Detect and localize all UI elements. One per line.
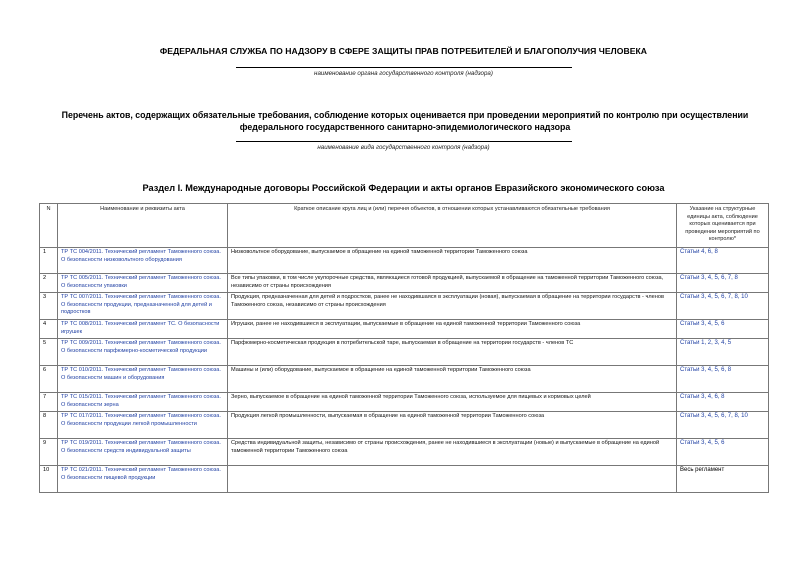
table-row <box>40 339 769 366</box>
articles-link[interactable]: Статьи 3, 4, 5, 6 <box>680 440 725 446</box>
agency-caption: наименование органа государственного контроля (надзора) <box>314 70 493 77</box>
table-row <box>40 320 769 339</box>
column-header-act: Наименование и реквизиты акта <box>58 204 228 248</box>
articles-link[interactable]: Статьи 4, 6, 8 <box>680 249 718 255</box>
section-title: Раздел I. Международные договоры Российской Федерации и акты органов Евразийского экономического союза <box>142 183 665 193</box>
act-link[interactable]: ТР ТС 017/2011. Технический регламент Таможенного союза. О безопасности продукции легкой промышленности <box>61 413 221 427</box>
row-number: 10 <box>40 466 58 493</box>
table-row <box>40 439 769 466</box>
act-link[interactable]: ТР ТС 009/2011. Технический регламент Таможенного союза. О безопасности парфюмерно-косметической продукции <box>61 340 221 354</box>
articles-link[interactable]: Статьи 3, 4, 6, 8 <box>680 394 725 400</box>
table-row <box>40 366 769 393</box>
row-description: Продукция, предназначенная для детей и подростков, ранее не находившаяся в эксплуатации (новая), выпускаемая в обращение на территории государств - членов Таможенного союза, независимо от страны происхождения <box>228 293 677 320</box>
act-link[interactable]: ТР ТС 005/2011. Технический регламент Таможенного союза. О безопасности упаковки <box>61 275 221 289</box>
table-header-row <box>40 204 769 248</box>
table-row <box>40 412 769 439</box>
table-row <box>40 466 769 493</box>
table-row <box>40 393 769 412</box>
table-row <box>40 248 769 274</box>
column-header-req: Указание на структурные единицы акта, соблюдение которых оценивается при проведении мероприятий по контролю* <box>677 204 769 248</box>
row-number: 3 <box>40 293 58 320</box>
agency-underline <box>236 67 572 68</box>
articles-text: Весь регламент <box>680 467 725 473</box>
articles-link[interactable]: Статьи 3, 4, 5, 6, 8 <box>680 367 732 373</box>
row-description: Низковольтное оборудование, выпускаемое в обращение на единой таможенной территории Таможенного союза <box>228 248 677 274</box>
row-description <box>228 466 677 493</box>
row-description: Парфюмерно-косметическая продукция в потребительской таре, выпускаемая в обращение на территории государств - членов ТС <box>228 339 677 366</box>
row-description: Машины и (или) оборудование, выпускаемое в обращение на единой таможенной территории Таможенного союза <box>228 366 677 393</box>
articles-link[interactable]: Статьи 1, 2, 3, 4, 5 <box>680 340 732 346</box>
row-number: 2 <box>40 274 58 293</box>
articles-link[interactable]: Статьи 3, 4, 5, 6, 7, 8 <box>680 275 738 281</box>
column-header-desc: Краткое описание круга лиц и (или) перечня объектов, в отношении которых устанавливаются обязательные требования <box>228 204 677 248</box>
table-row <box>40 274 769 293</box>
row-description: Зерно, выпускаемое в обращение на единой таможенной территории Таможенного союза, используемое для пищевых и кормовых целей <box>228 393 677 412</box>
row-number: 5 <box>40 339 58 366</box>
act-link[interactable]: ТР ТС 019/2011. Технический регламент Таможенного союза. О безопасности средств индивидуальной защиты <box>61 440 221 454</box>
act-link[interactable]: ТР ТС 008/2011. Технический регламент ТС. О безопасности игрушек <box>61 321 220 335</box>
row-description: Все типы упаковки, в том числе укупорочные средства, являющиеся готовой продукцией, выпускаемой в обращение на таможенной территории Таможенного союза, независимо от страны происхождения <box>228 274 677 293</box>
row-number: 9 <box>40 439 58 466</box>
act-link[interactable]: ТР ТС 021/2011. Технический регламент Таможенного союза. О безопасности пищевой продукции <box>61 467 221 481</box>
articles-link[interactable]: Статьи 3, 4, 5, 6 <box>680 321 725 327</box>
act-link[interactable]: ТР ТС 015/2011. Технический регламент Таможенного союза. О безопасности зерна <box>61 394 221 408</box>
column-header-num: N <box>40 204 58 248</box>
act-link[interactable]: ТР ТС 007/2011. Технический регламент Таможенного союза. О безопасности продукции, предназначенной для детей и подростков <box>61 294 221 316</box>
list-underline <box>236 141 572 142</box>
list-caption: наименование вида государственного контроля (надзора) <box>317 144 490 151</box>
agency-name: ФЕДЕРАЛЬНАЯ СЛУЖБА ПО НАДЗОРУ В СФЕРЕ ЗАЩИТЫ ПРАВ ПОТРЕБИТЕЛЕЙ И БЛАГОПОЛУЧИЯ ЧЕЛОВЕКА <box>159 46 648 56</box>
row-number: 1 <box>40 248 58 274</box>
act-link[interactable]: ТР ТС 010/2011. Технический регламент Таможенного союза. О безопасности машин и оборудования <box>61 367 221 381</box>
row-number: 7 <box>40 393 58 412</box>
articles-link[interactable]: Статьи 3, 4, 5, 6, 7, 8, 10 <box>680 294 748 300</box>
row-number: 8 <box>40 412 58 439</box>
row-description: Игрушки, ранее не находившиеся в эксплуатации, выпускаемые в обращение на единой таможенной территории Таможенного союза <box>228 320 677 339</box>
row-number: 6 <box>40 366 58 393</box>
table-row <box>40 293 769 320</box>
row-description: Продукция легкой промышленности, выпускаемая в обращение на единой таможенной территории Таможенного союза <box>228 412 677 439</box>
list-title: Перечень актов, содержащих обязательные требования, соблюдение которых оценивается при проведении мероприятий по контролю при осуществлении федерального государственного санитарно-эпидемиологического надзора <box>61 110 749 132</box>
articles-link[interactable]: Статьи 3, 4, 5, 6, 7, 8, 10 <box>680 413 748 419</box>
row-number: 4 <box>40 320 58 339</box>
act-link[interactable]: ТР ТС 004/2011. Технический регламент Таможенного союза. О безопасности низковольтного оборудования <box>61 249 221 263</box>
row-description: Средства индивидуальной защиты, независимо от страны происхождения, ранее не находившиеся в эксплуатации (новые) и выпускаемые в обращение на единой таможенной территории Таможенного союза <box>228 439 677 466</box>
acts-table <box>39 203 769 493</box>
